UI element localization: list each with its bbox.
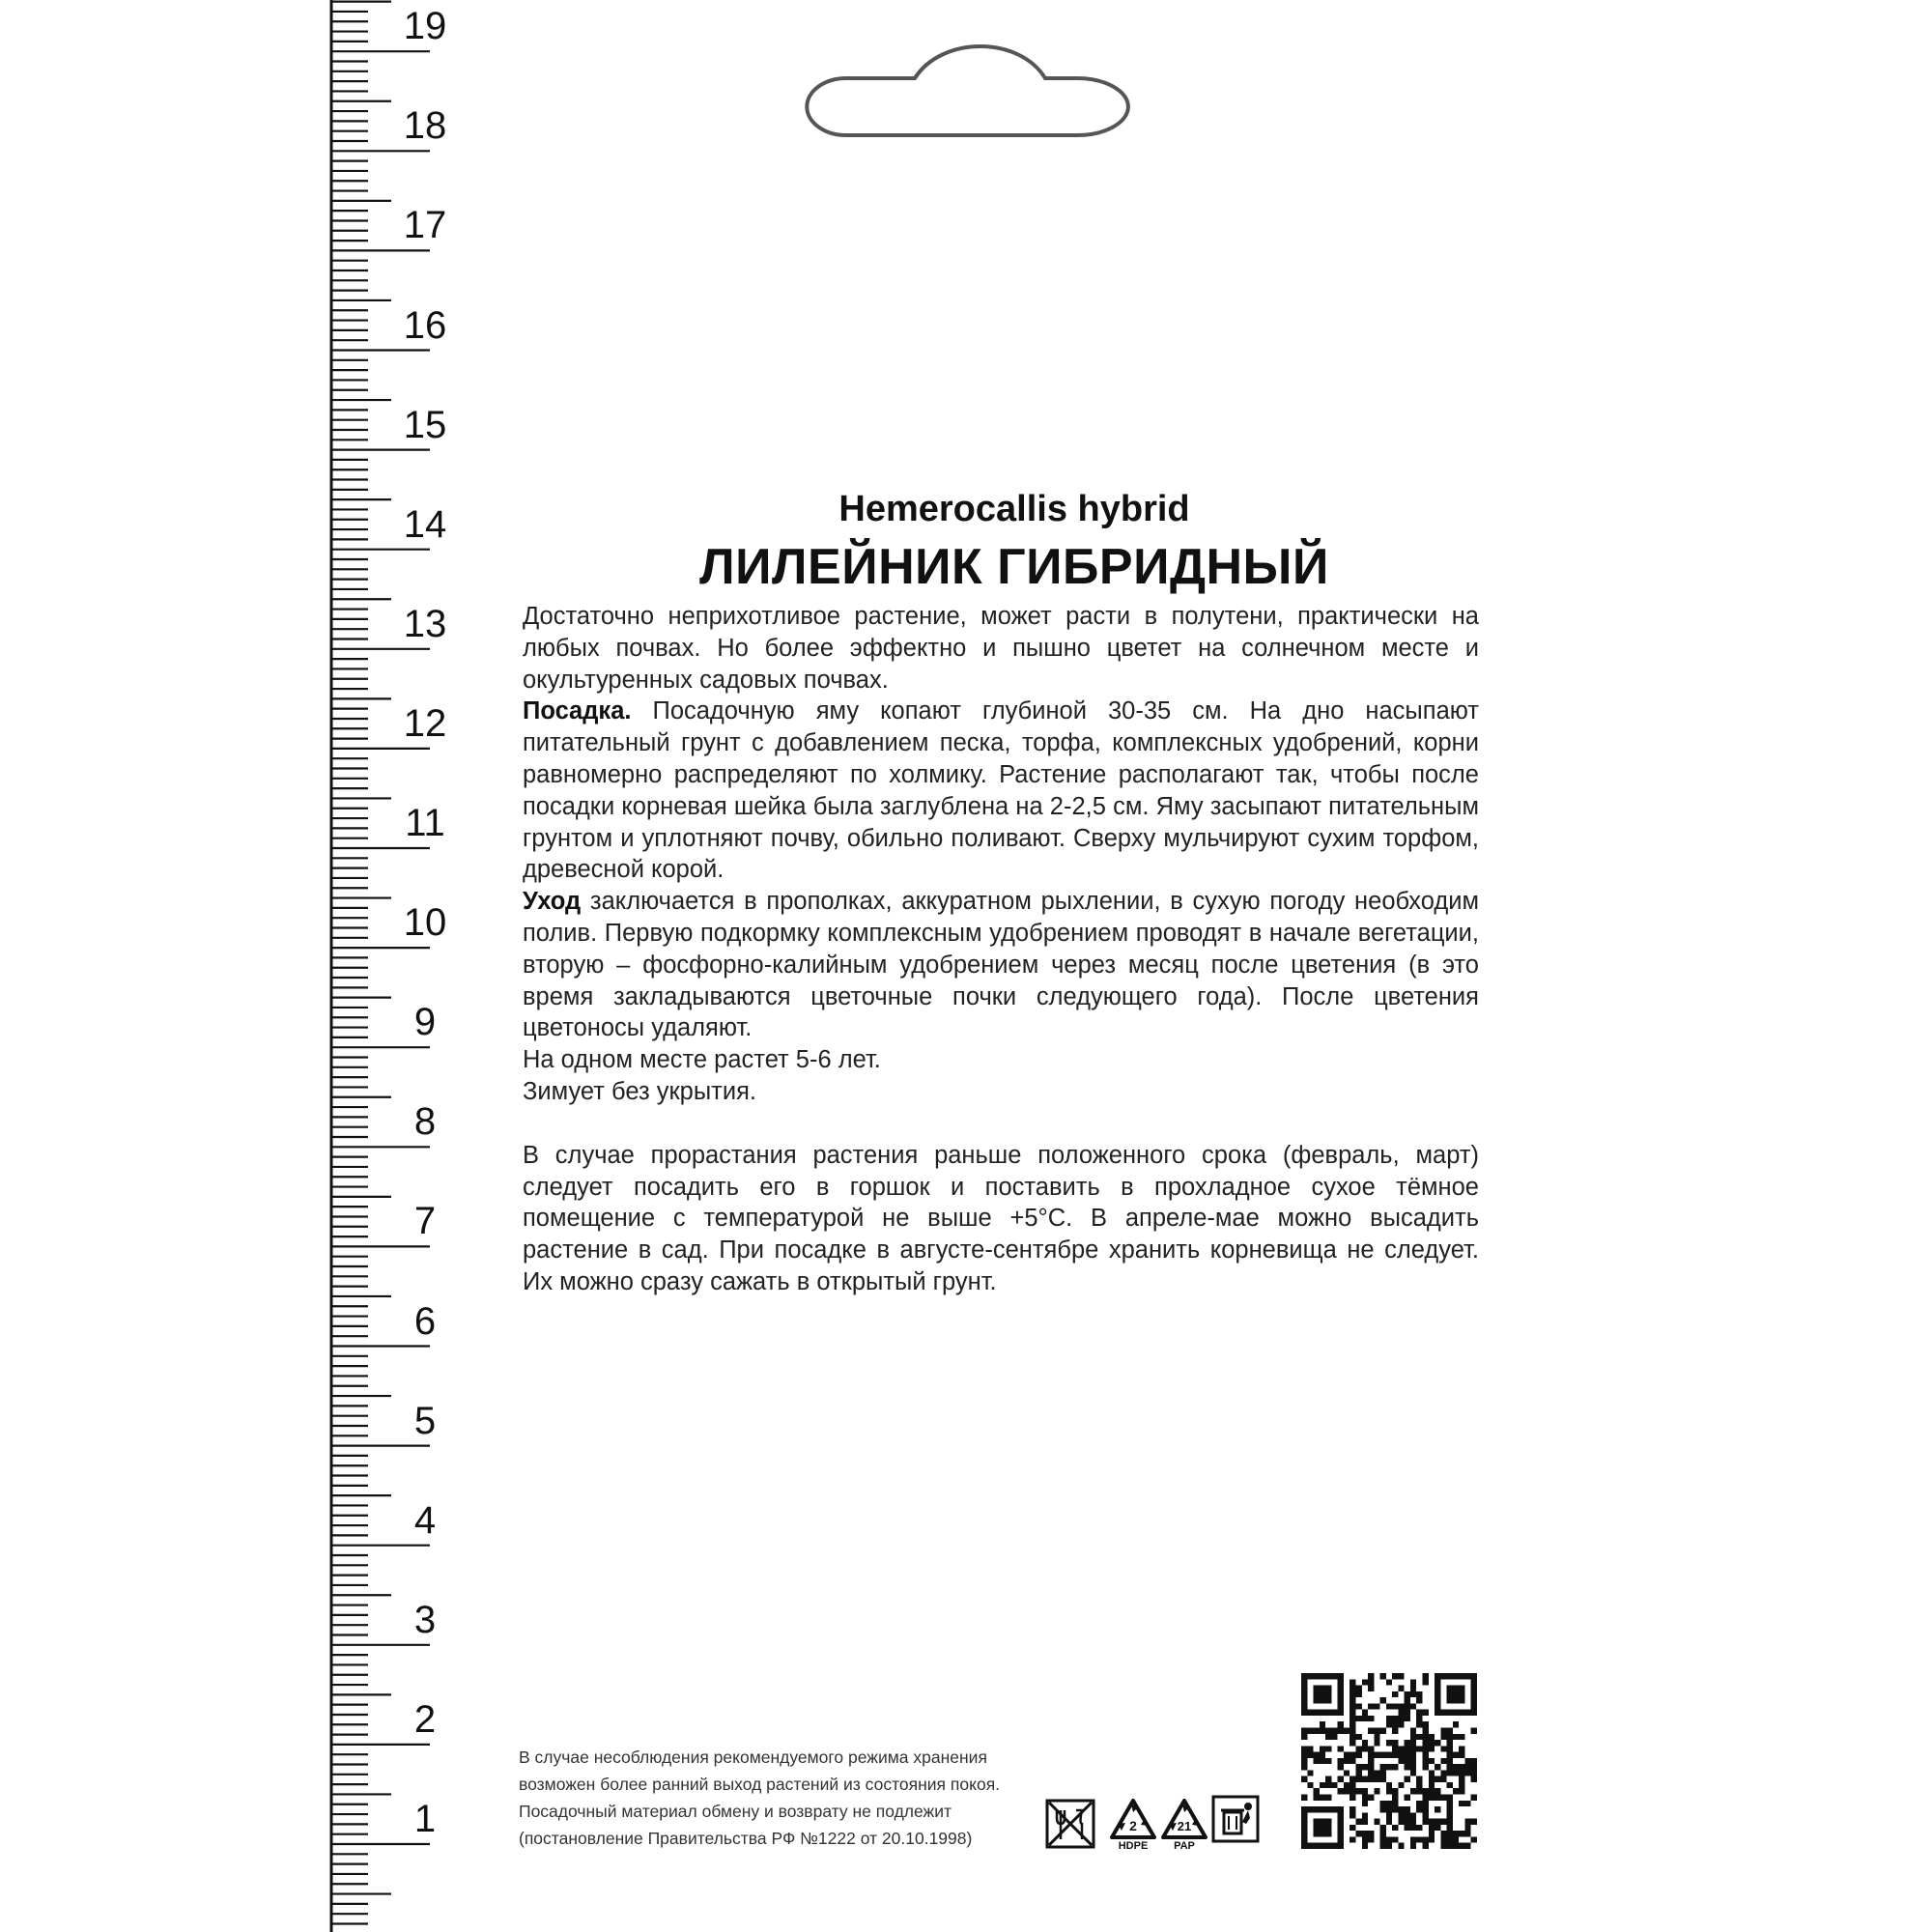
intro-paragraph: Достаточно неприхотливое растение, может расти в полутени, практически на любых почвах. Но более эффектно и пышно цветет на солнечном месте и окультуренных садовых почвах. (523, 603, 1479, 694)
hdpe-label: HDPE (1118, 1840, 1149, 1852)
pap-code: 21 (1177, 1819, 1192, 1833)
ruler-number: 16 (403, 303, 447, 347)
notice-line: В случае несоблюдения рекомендуемого режима хранения (519, 1747, 987, 1767)
ruler-number: 10 (403, 901, 447, 945)
ruler-number: 5 (413, 1399, 437, 1442)
hanger-hole-outline (0, 0, 1932, 155)
notice-line: Посадочный материал обмену и возврату не подлежит (519, 1802, 952, 1821)
ruler-number: 19 (403, 5, 447, 48)
care-label: Уход (523, 888, 582, 916)
ruler-number: 1 (413, 1798, 437, 1840)
ruler-number: 6 (413, 1299, 437, 1343)
notice-line: (постановление Правительства РФ №1222 от 20.10.1998) (519, 1829, 973, 1848)
ruler-number: 18 (403, 104, 447, 148)
lifespan-text: На одном месте растет 5-6 лет. (523, 1046, 881, 1074)
ruler-number: 17 (403, 204, 447, 247)
description (523, 601, 1479, 1298)
ruler-ticks (331, 2, 430, 1932)
planting-label: Посадка. (523, 697, 632, 725)
hdpe-code: 2 (1129, 1818, 1137, 1833)
ruler-number: 13 (403, 602, 447, 645)
planting-paragraph (523, 696, 1479, 886)
care-paragraph (523, 886, 1479, 1044)
qr-code-icon[interactable] (1301, 1673, 1477, 1849)
ruler-number: 3 (413, 1598, 437, 1641)
trash-bin-icon (1209, 1793, 1264, 1847)
ruler-number: 4 (413, 1498, 437, 1542)
no-food-contact-icon (1043, 1797, 1097, 1851)
ruler-number: 9 (413, 1001, 437, 1044)
latin-name: Hemerocallis hybrid (838, 489, 1190, 529)
paragraph-gap (523, 1108, 1479, 1140)
ruler-number: 14 (403, 502, 447, 546)
ruler-number: 12 (403, 701, 447, 745)
early-sprouting-paragraph: В случае прорастания растения раньше положенного срока (февраль, март) следует посадить его в горшок и поставить в прохладное сухое тёмное помещение с температурой не выше +5°С. В апреле-мае можно высадить растение в сад. При посадке в августе-сентябре хранить корневища не следует. Их можно сразу сажать в открытый грунт. (523, 1141, 1479, 1295)
ruler-number: 15 (403, 403, 447, 446)
ruler-number: 8 (413, 1100, 437, 1144)
care-text: заключается в прополках, аккуратном рыхлении, в сухую погоду необходим полив. Первую подкормку комплексным удобрением проводят в начале вегетации, вторую – фосфорно-калийным удобрением через месяц после цветения (в это время закладываются цветочные почки следующего года). После цветения цветоносы удаляют. (523, 888, 1479, 1042)
ruler-number: 7 (413, 1200, 437, 1243)
planting-text: Посадочную яму копают глубиной 30-35 см. На дно насыпают питательный грунт с добавлением песка, торфа, комплексных удобрений, корни равномерно распределяют по холмику. Растение располагают так, чтобы после посадки корневая шейка была заглублена на 2-2,5 см. Яму засыпают питательным грунтом и уплотняют почву, обильно поливают. Сверху мульчируют сухим торфом, древесной корой. (523, 697, 1479, 884)
notice-line: возможен более ранний выход растений из состояния покоя. (519, 1775, 1001, 1794)
ruler-number: 11 (405, 802, 445, 844)
winter-text: Зимует без укрытия. (523, 1077, 756, 1105)
product-title: ЛИЛЕЙНИК ГИБРИДНЫЙ (699, 539, 1329, 595)
ruler (0, 0, 464, 1932)
pap-label: PAP (1174, 1840, 1195, 1852)
storage-notice (519, 1744, 1021, 1852)
ruler-number: 2 (413, 1697, 437, 1741)
